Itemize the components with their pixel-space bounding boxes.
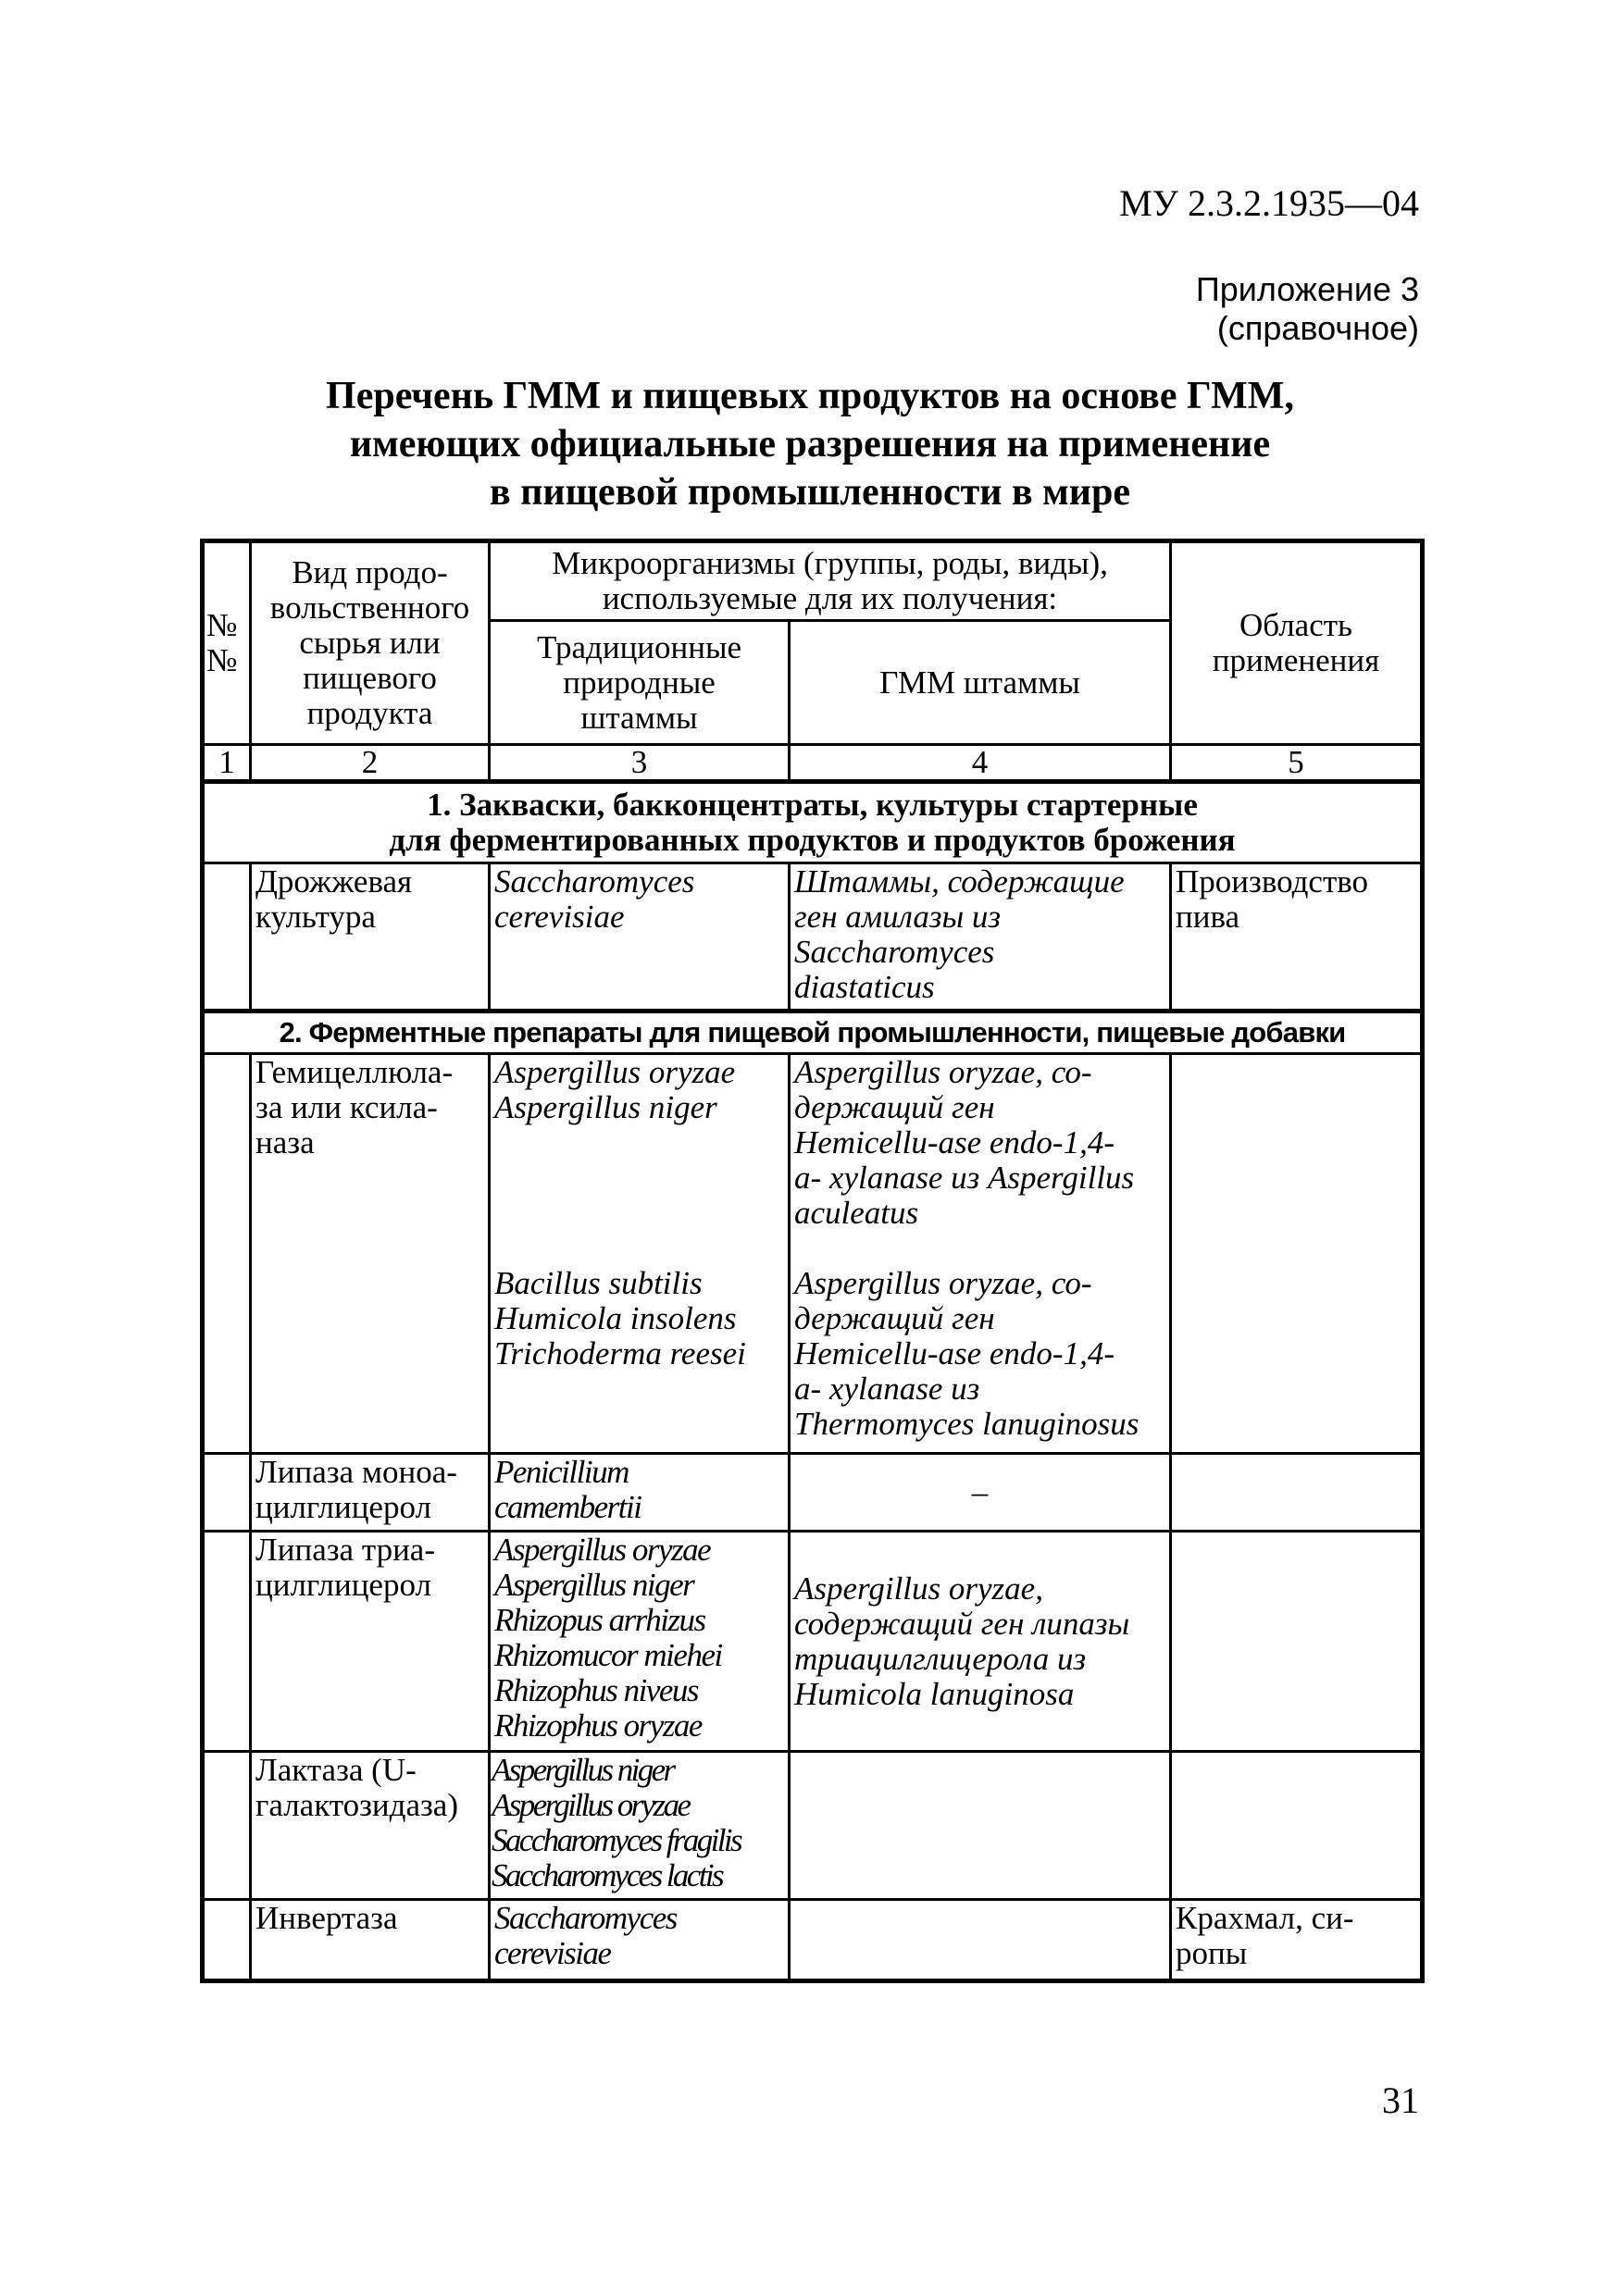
gmm-line: Aspergillus oryzae, [794,1570,1043,1607]
table-row [203,1054,1423,1454]
gmm-line: Hemicellu-ase endo-1,4- [794,1335,1115,1371]
section-1-heading [203,782,1423,863]
cell-area [1171,1454,1423,1532]
appendix-label [1196,270,1419,348]
product-line: наза [255,1124,315,1160]
gmm-line: ген амилазы из [794,899,1002,935]
head-number-line-1: № [206,607,238,643]
page-title [200,372,1420,516]
traditional-line: Aspergillus oryzae [492,1787,690,1823]
section-2-heading: 2. Ферментные препараты для пищевой промышленности, пищевые добавки [203,1011,1423,1054]
traditional-line: Saccharomyces fragilis [492,1822,741,1858]
head-area-line: применения [1212,642,1380,678]
table-row [203,1752,1423,1900]
traditional-line: Saccharomyces [494,863,695,900]
gmm-line: держащий ген [794,1089,995,1125]
col-number: 2 [251,745,490,782]
gmm-line: Saccharomyces [794,934,995,970]
cell-product [251,863,490,1011]
cell-number [203,1054,251,1454]
col-number: 4 [790,745,1171,782]
section-1-line-1: 1. Закваски, бакконцентраты, культуры стартерные [427,787,1198,823]
cell-area [1171,1054,1423,1454]
traditional-line: Rhizopus arrhizus [494,1602,705,1638]
traditional-line: Penicillium [494,1454,629,1490]
col-number: 3 [490,745,790,782]
product-line: цилглицерол [255,1489,431,1525]
cell-number [203,1454,251,1532]
cell-number [203,1900,251,1981]
head-number-line-2: № [206,642,238,678]
table-row [203,863,1423,1011]
table-row [203,1532,1423,1752]
traditional-line: Rhizomucor miehei [494,1637,722,1673]
table-row [203,1900,1423,1981]
cell-traditional [490,1532,790,1752]
head-product-line: пищевого [303,660,437,696]
head-product-line: продукта [306,695,433,731]
cell-gmm [790,863,1171,1011]
cell-traditional [490,863,790,1011]
appendix-line-1: Приложение 3 [1195,270,1419,308]
page-number: 31 [1382,2079,1419,2121]
cell-area [1171,1900,1423,1981]
gmm-line: a- xylanase из Aspergillus [794,1160,1135,1196]
traditional-line: cerevisiae [494,899,625,935]
head-product [251,541,490,745]
gmm-line: Hemicellu-ase endo-1,4- [794,1124,1115,1160]
table-row [203,1454,1423,1532]
product-line: Липаза моноа- [255,1454,457,1490]
title-line-3: в пищевой промышленности в мире [490,471,1130,514]
gmm-line: diastaticus [794,969,935,1005]
table-head-row [203,541,1423,621]
head-area-line: Область [1239,607,1352,643]
head-product-line: сырья или [299,625,441,661]
document-code: МУ 2.3.2.1935—04 [1119,182,1419,224]
col-number: 5 [1171,745,1423,782]
cell-traditional [490,1900,790,1981]
area-line: Производство [1176,863,1369,900]
product-line: Лактаза (U- [255,1752,417,1788]
traditional-line: Trichoderma reesei [494,1335,746,1371]
area-line: Крахмал, си- [1176,1900,1354,1936]
cell-area [1171,1532,1423,1752]
gmm-line: содержащий ген липазы [794,1605,1130,1642]
title-line-2: имеющих официальные разрешения на применение [349,423,1271,465]
gmm-line: триацилглицерола из [794,1640,1087,1677]
product-line: культура [255,899,376,935]
product-line: Липаза триа- [255,1532,435,1568]
head-micro-line: Микроорганизмы (группы, роды, виды), [552,545,1108,581]
cell-number [203,1532,251,1752]
product-line: галактозидаза) [255,1787,458,1823]
section-row [203,1011,1423,1054]
gmm-line: держащий ген [794,1300,995,1336]
traditional-line: Aspergillus niger [494,1089,717,1125]
traditional-line: cerevisiae [494,1935,611,1971]
area-line: пива [1176,899,1240,935]
cell-gmm: – [790,1454,1171,1532]
head-area [1171,541,1423,745]
title-line-1: Перечень ГММ и пищевых продуктов на основе ГММ, [326,375,1294,417]
head-traditional-line: штаммы [580,699,698,736]
head-traditional-line: природные [563,664,716,701]
gmm-line: Aspergillus oryzae, со- [794,1265,1092,1301]
cell-gmm [790,1054,1171,1454]
cell-gmm [790,1532,1171,1752]
cell-gmm [790,1900,1171,1981]
head-product-line: вольственного [269,590,470,626]
gmm-line: a- xylanase из [794,1371,980,1407]
column-numbers-row [203,745,1423,782]
cell-area [1171,863,1423,1011]
product-line: цилглицерол [255,1567,431,1603]
cell-traditional [490,1454,790,1532]
col-number: 1 [203,745,251,782]
traditional-line: camembertii [494,1489,641,1525]
cell-product [251,1752,490,1900]
gmm-line: Aspergillus oryzae, со- [794,1054,1092,1090]
head-traditional-line: Традиционные [536,628,742,665]
head-micro-line: используемые для их получения: [602,580,1058,616]
cell-gmm [790,1752,1171,1900]
product-line: Инвертаза [255,1900,398,1936]
cell-number [203,863,251,1011]
cell-area [1171,1752,1423,1900]
cell-product [251,1454,490,1532]
head-product-line: Вид продо- [292,554,448,590]
head-number [203,541,251,745]
cell-product [251,1532,490,1752]
gmm-line: aculeatus [794,1195,919,1231]
gmm-line: Штаммы, содержащие [794,863,1125,900]
appendix-line-2: (справочное) [1216,309,1419,347]
area-line: ропы [1176,1935,1248,1971]
gmm-table [200,539,1425,1983]
traditional-line: Aspergillus niger [494,1567,694,1603]
traditional-line: Bacillus subtilis [494,1265,703,1301]
cell-product [251,1054,490,1454]
traditional-line: Rhizophus niveus [494,1672,699,1708]
head-traditional [490,621,790,745]
head-gmm: ГММ штаммы [790,621,1171,745]
product-line: за или ксила- [255,1089,438,1125]
section-1-line-2: для ферментированных продуктов и продуктов брожения [389,822,1236,858]
section-row [203,782,1423,863]
cell-traditional [490,1054,790,1454]
product-line: Дрожжевая [255,863,413,900]
traditional-line: Aspergillus niger [492,1752,674,1788]
traditional-line: Saccharomyces [494,1900,677,1936]
traditional-line: Rhizophus oryzae [494,1707,702,1744]
cell-number [203,1752,251,1900]
product-line: Гемицеллюла- [255,1054,454,1090]
cell-product [251,1900,490,1981]
head-microorganisms [490,541,1171,621]
traditional-line: Aspergillus oryzae [494,1532,711,1568]
traditional-line: Aspergillus oryzae [494,1054,736,1090]
cell-traditional [490,1752,790,1900]
traditional-line: Humicola insolens [494,1300,737,1336]
gmm-line: Thermomyces lanuginosus [794,1406,1140,1442]
gmm-line: Humicola lanuginosa [794,1675,1075,1712]
traditional-line: Saccharomyces lactis [492,1857,722,1893]
